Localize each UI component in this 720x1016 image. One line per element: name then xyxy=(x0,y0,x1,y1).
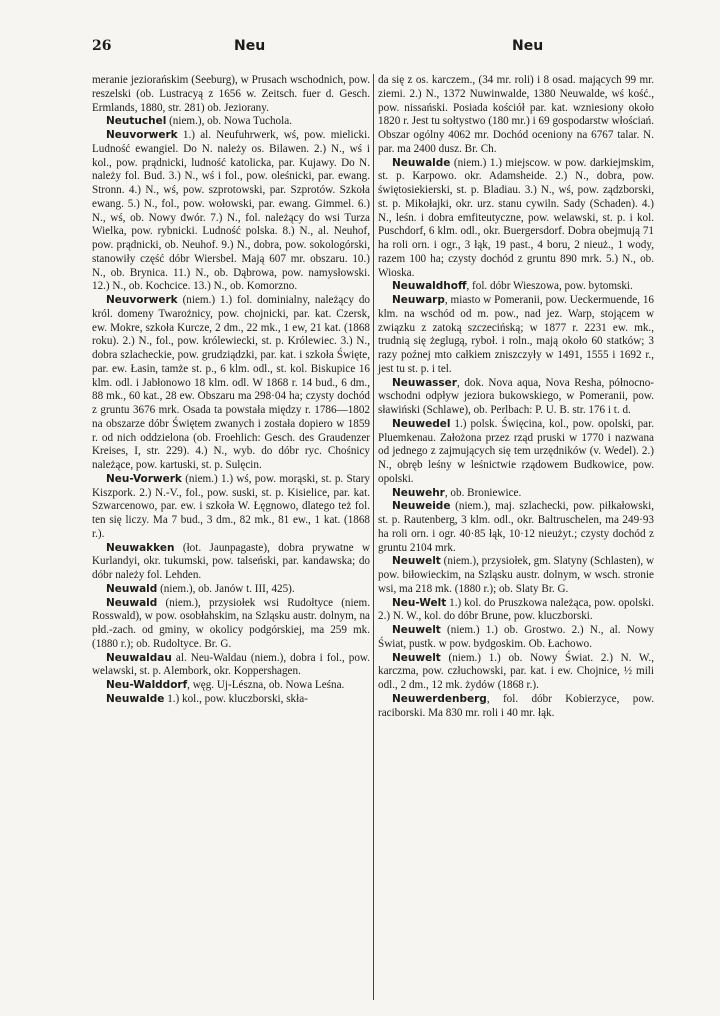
dictionary-entry xyxy=(378,74,654,157)
entry-headword: Neutuchel xyxy=(106,115,167,128)
entry-headword: Neuwakken xyxy=(106,541,175,554)
dictionary-entry xyxy=(378,157,654,281)
dictionary-entry xyxy=(92,74,370,115)
dictionary-entry xyxy=(378,555,654,596)
entry-headword: Neu-Vorwerk xyxy=(106,472,182,485)
entry-headword: Neuweide xyxy=(392,500,451,513)
dictionary-entry xyxy=(92,679,370,693)
entry-text: , fol. dóbr Wieszowa, pow. bytomski. xyxy=(466,280,633,293)
dictionary-entry xyxy=(378,418,654,487)
entry-text: (łot. Jaunpagaste), dobra prywatne w Kurlandyi, okr. tukumski, pow. talseński, par. kandawska; do dóbr należy fol. Lehden. xyxy=(92,541,370,581)
entry-headword: Neuwald xyxy=(106,582,158,595)
entry-text: , węg. Uj-Lészna, ob. Nowa Leśna. xyxy=(187,679,345,691)
column-divider xyxy=(373,74,374,1000)
entry-headword: Neuwelt xyxy=(392,555,441,568)
entry-headword: Neuwasser xyxy=(392,376,457,389)
dictionary-entry xyxy=(378,693,654,721)
dictionary-entry xyxy=(92,652,370,680)
entry-text: , ob. Broniewice. xyxy=(444,486,522,499)
entry-text: (niem.) 1.) ob. Nowy Świat. 2.) N. W., karczma, pow. człuchowski, par. kat. i ew. Chojnice, ½ mili odl., 2 dm., 12 mk. żydów (1868 r.). xyxy=(378,651,654,691)
dictionary-entry xyxy=(378,294,654,377)
dictionary-entry xyxy=(378,652,654,693)
entry-headword: Neuwehr xyxy=(392,486,445,499)
entry-text: da się z os. karczem., (34 mr. roli) i 8 osad. mających 99 mr. ziemi. 2.) N., 1372 Nuwinwalde, 1380 Neuwalde, wś kość., pow. nissański. Posiada kościół par. kat. wzniesiony około 1820 r. Jest tu sołtystwo (180 mr.) i 69 gospodarstw włościań. Obszar ogólny 4062 mr. Dochód oceniony na 6767 talar. N. par. ma 2400 dusz. Br. Ch. xyxy=(378,74,654,155)
entry-text: (niem.), ob. Nowa Tuchola. xyxy=(166,115,292,128)
entry-headword: Neuvorwerk xyxy=(106,294,178,306)
right-column xyxy=(378,74,654,720)
entry-text: (niem.), przysiołek, gm. Slatyny (Schlasten), w pow. biłowieckim, na Szląsku austr. dolnym, w wsch. stronie wsi, ma 218 mk. (1880 r.); ob. Slaty Br. G. xyxy=(378,555,655,595)
entry-text: 1.) polsk. Święcina, kol., pow. opolski, par. Pluemkenau. Założona przez rząd pruski w 1770 i nazwana od jednego z zajmujących się tem urzędników (v. Wedel). 2.) N., obręb leśny w leśnictwie rządowem Budkowice, pow. opolski. xyxy=(378,417,654,485)
entry-text: (niem.), przysiołek wsi Rudołtyce (niem. Rosswald), w pow. osobłahskim, na Szląsku austr. dolnym, na płd.-zach. od gminy, w okolicy podgórskiej, ma 259 mk. (1880 r.); ob. Rudoltyce. Br. G. xyxy=(92,596,370,650)
left-column xyxy=(92,74,370,707)
entry-text: , miasto w Pomeranii, pow. Ueckermuende, 16 klm. na wschód od m. pow., nad jez. Warp, stojącem w związku z zatoką szczecińską; w 1877 r. 2231 ew. mk., trudnią się żeglugą, ryboł. i roln., mają około 60 statków; 3 razy poźnej mto całkiem zniszczyły w 1491, 1555 i 1692 r., jest tu st. p. i tel. xyxy=(378,294,654,375)
dictionary-entry xyxy=(92,129,370,294)
entry-text: (niem.) 1.) fol. dominialny, należący do król. domeny Twarożnicy, pow. chojnicki, par. kat. Czersk, ew. Mokre, szkoła Kurcze, 2 dm., 22 mk., 1 ew, 21 kat. (1868 roku). 2.) N., fol., pow. królewiecki, st. p. Królewiec. 3.) N., dobra szlacheckie, pow. grudziądzki, par. kat. i szkoła Święte, par. ew. Łasin, tamże st. p., 6 klm. odl., st. kol. Biskupice 16 klm. odl. i Jabłonowo 18 klm. odl. W 1868 r. 14 bud., 6 dm., 88 mk., 60 kat., 28 ew. Obszaru ma 298·04 ha; czysty dochód z gruntu 3676 mrk. Osada ta powstała między r. 1786—1802 na obszarze dóbr Świętem zwanych i została dopiero w 1859 r. od nich oddzielona (ob. Froehlich: Gesch. des Graudenzer Kreises, I, str. 229). 4.) N., wyb. do dóbr ryc. Chośnicy należące, pow. kartuski, st. p. Sulęcin. xyxy=(92,294,370,471)
dictionary-entry xyxy=(92,542,370,583)
dictionary-entry xyxy=(378,597,654,625)
entry-text: , fol. dóbr Kobierzyce, pow. raciborski. Ma 830 mr. roli i 40 mr. łąk. xyxy=(378,692,654,719)
entry-headword: Neuwaldhoff xyxy=(392,280,467,293)
page-number: 26 xyxy=(92,38,112,54)
entry-headword: Neuwelt xyxy=(392,651,441,664)
dictionary-entry xyxy=(378,624,654,652)
entry-text: meranie jeziorańskim (Seeburg), w Prusach wschodnich, pow. reszelski (ob. Lustracyą z 1656 w. Zeitsch. fuer d. Gesch. Ermlands, 1880, str. 281) ob. Jeziorany. xyxy=(92,74,370,114)
entry-headword: Neuwedel xyxy=(392,417,451,430)
dictionary-entry xyxy=(92,473,370,542)
dictionary-entry xyxy=(378,500,654,555)
entry-text: 1.) kol. do Pruszkowa należąca, pow. opolski. 2.) N. W., kol. do dóbr Brune, pow. kluczborski. xyxy=(378,596,654,623)
entry-headword: Neuvorwerk xyxy=(106,129,178,141)
entry-text: (niem.) 1.) ob. Grostwo. 2.) N., al. Nowy Świat, pustk. w pow. bydgoskim. Ob. Łachowo. xyxy=(378,624,654,650)
entry-text: (niem.), ob. Janów t. III, 425). xyxy=(157,582,295,595)
entry-headword: Neuwerdenberg xyxy=(392,692,487,705)
entry-text: al. Neu-Waldau (niem.), dobra i fol., pow. welawski, st. p. Alembork, okr. Koppershagen. xyxy=(92,651,370,678)
entry-headword: Neu-Walddorf xyxy=(106,679,188,691)
running-head-right: Neu xyxy=(512,38,544,54)
entry-headword: Neu-Welt xyxy=(392,596,447,609)
running-head-left: Neu xyxy=(234,38,266,54)
dictionary-entry xyxy=(92,693,370,707)
dictionary-entry xyxy=(92,583,370,597)
dictionary-entry xyxy=(92,115,370,129)
dictionary-entry xyxy=(378,487,654,501)
entry-text: , dok. Nova aqua, Nova Resha, północno-wschodni odpływ jeziora bukowskiego, w Pomeranii, pow. sławiński (Schlawe), ob. Perlbach: P. U. B. str. 176 i t. d. xyxy=(378,376,654,416)
dictionary-entry xyxy=(378,280,654,294)
entry-text: 1.) kol., pow. kluczborski, skła- xyxy=(164,692,308,705)
dictionary-entry xyxy=(92,294,370,473)
entry-text: (niem.) 1.) miejscow. w pow. darkiejmskim, st. p. Karpowo. okr. Adamsheide. 2.) N., dobra, pow. świętosiekierski, st. p. Bladiau. 3.) N., wś, pow. ządzborski, st. p. Mikołajki, okr. urz. stanu cywiln. Sady (Schaden). 4.) N., leśn. i dobra emfiteutyczne, pow. welawski, st. p. i kol. Puschdorf, 6 klm. odl., okr. Buergersdorf. Dobra obejmują 71 ha roli orn. i ogr., 3 łąk, 19 past., 4 boru, 2 nieuż., 1 wody, razem 100 ha; czysty dochód z gruntu 890 mrk. 5.) N., ob. Wioska. xyxy=(378,156,654,279)
entry-headword: Neuwalde xyxy=(106,692,165,705)
entry-headword: Neuwarp xyxy=(392,294,445,306)
entry-text: (niem.), maj. szlachecki, pow. piłkałowski, st. p. Rautenberg, 3 klm. odl., okr. Baltruschelen, ma 249·93 ha roli orn. i ogr. 40·85 łąk, 10·12 nieużyt.; czysty dochód z gruntu 2104 mrk. xyxy=(378,500,654,554)
entry-headword: Neuwaldau xyxy=(106,651,172,664)
dictionary-entry xyxy=(378,377,654,418)
entry-headword: Neuwalde xyxy=(392,156,451,169)
dictionary-entry xyxy=(92,597,370,652)
page-header xyxy=(92,38,652,58)
entry-text: 1.) al. Neufuhrwerk, wś, pow. mielicki. Ludność ewangiel. Do N. należy os. Bilawen. 2.) N., wś i kol., pow. prądnicki, ludność katolicka, par. Kujawy. Do N. należy fol. Bud. 3.) N., wś i fol., pow. oleśnicki, par. ewang. Stronn. 4.) N., wś, pow. szprotowski, par. Szprotów. Szkoła ewang. 5.) N., fol., pow. wołowski, par. ewang. Gimmel. 6.) N., wś, ob. Nowy dwór. 7.) N., fol. należący do wsi Turza Wielka, pow. rybnicki. Ludność polska. 8.) N., al. Neuhof, pow. prądnicki, ob. Neuhof. 9.) N., dobra, pow. sokologórski, stanowiły część dóbr Wiersbel. Mają 607 mr. obszaru. 10.) N., ob. Brynica. 11.) N., ob. Dąbrowa, pow. namysłowski. 12.) N., ob. Kochcice. 13.) N., ob. Komorzno. xyxy=(92,129,370,293)
entry-text: (niem.) 1.) wś, pow. morąski, st. p. Stary Kiszpork. 2.) N.-V., fol., pow. suski, st. p. Kisielice, par. kat. Szwarcenowo, par. ew. i szkoła W. Łęgnowo, dlatego też fol. ten się liczy. Ma 7 bud., 3 dm., 82 mk., 81 ew., 1 kat. (1868 r.). xyxy=(92,472,370,540)
entry-headword: Neuwald xyxy=(106,596,158,609)
entry-headword: Neuwelt xyxy=(392,624,441,636)
